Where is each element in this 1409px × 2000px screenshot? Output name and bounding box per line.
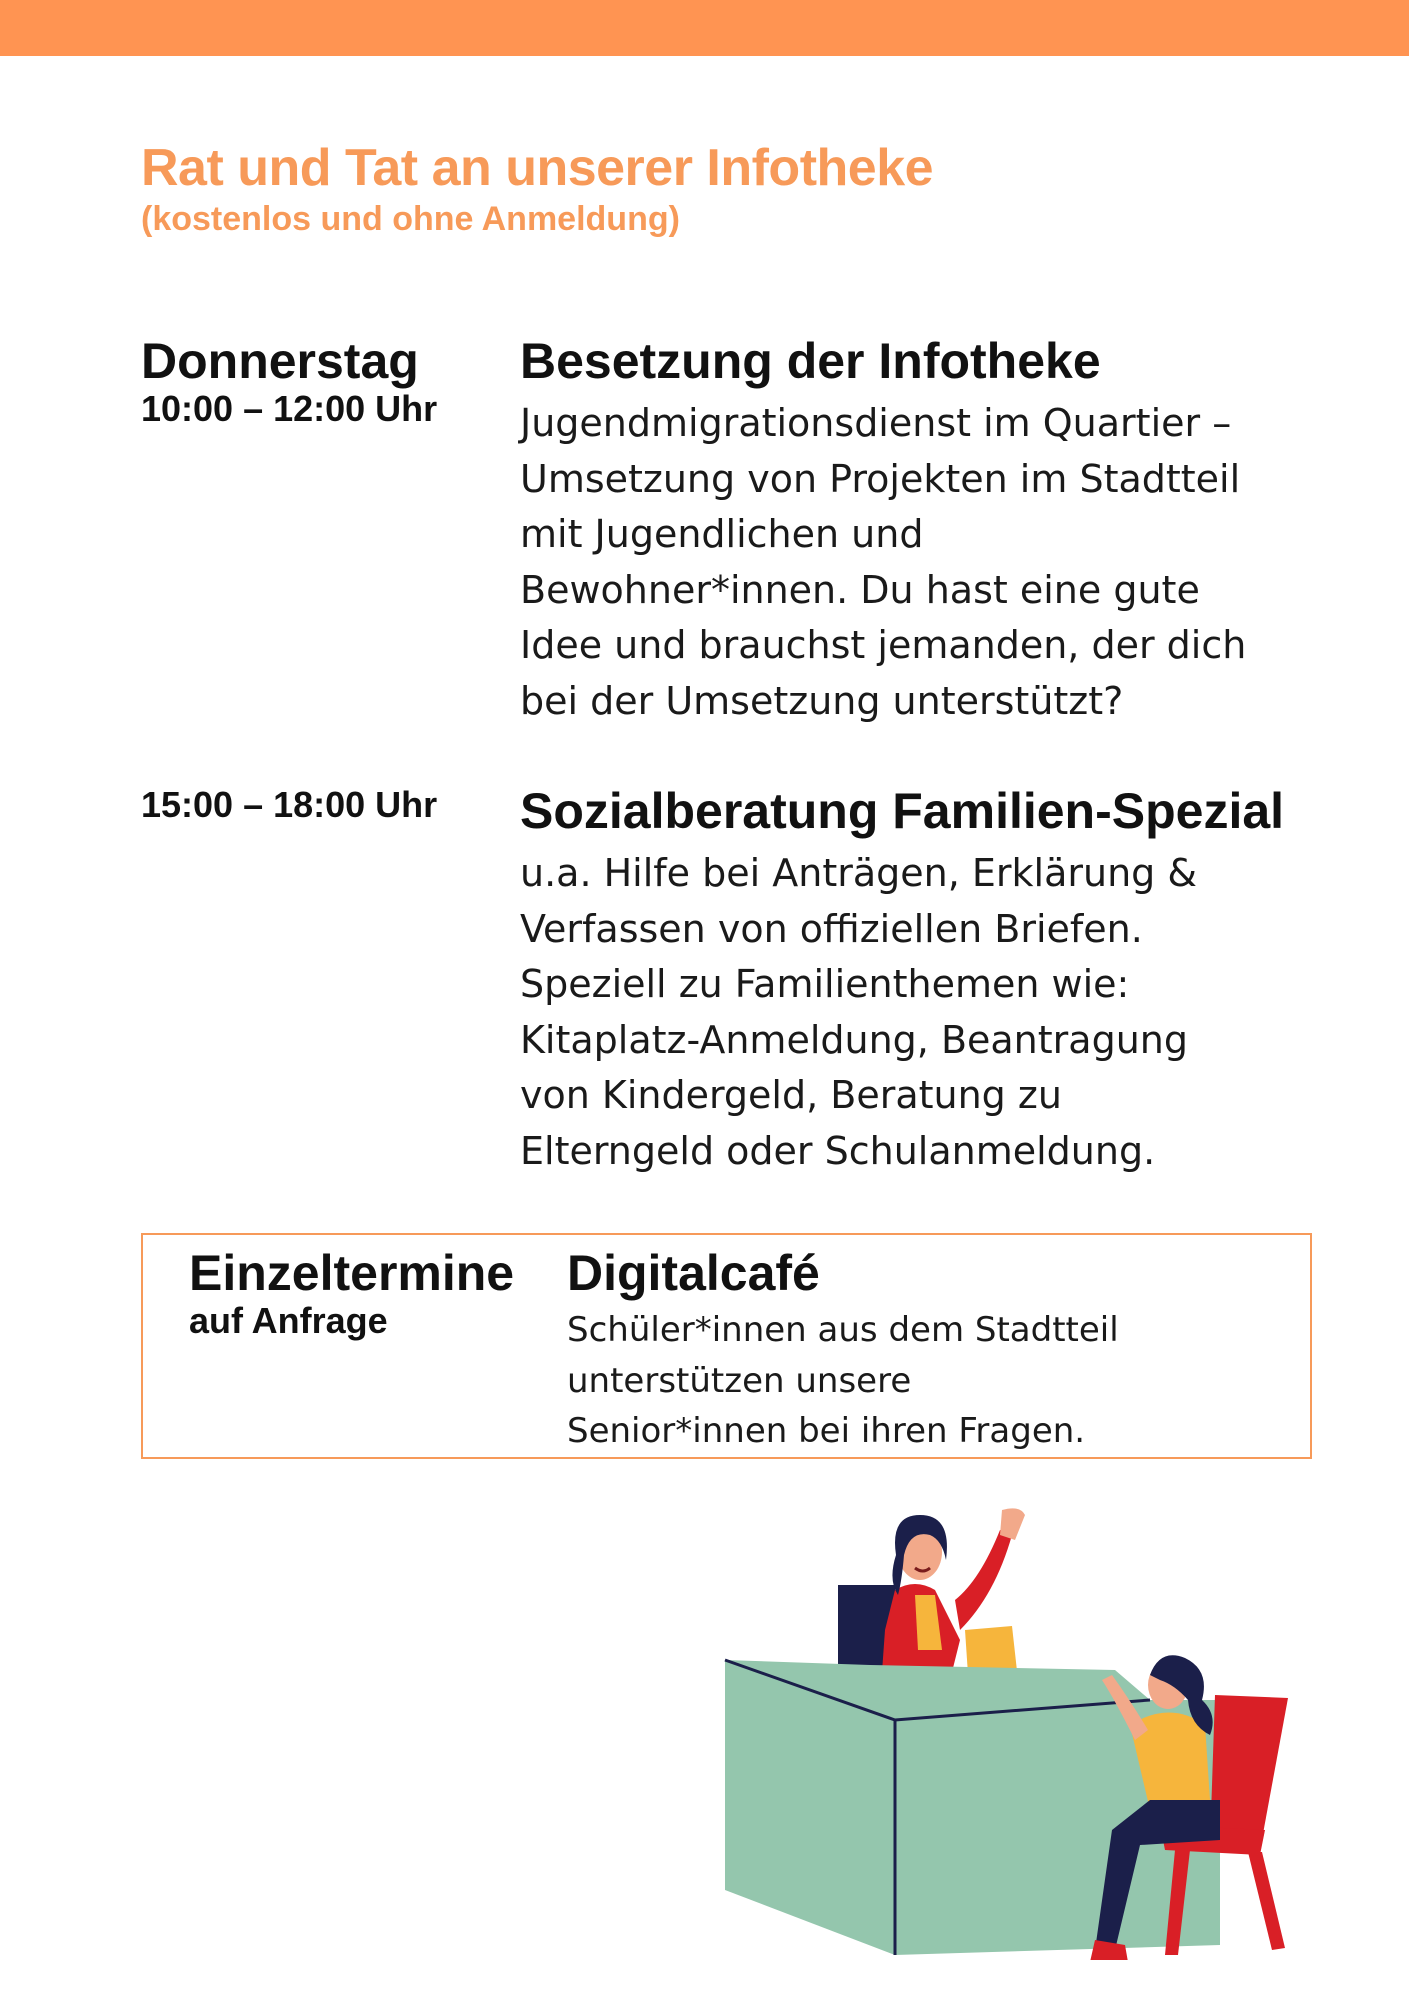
description-line: unterstützen unsere [567, 1360, 912, 1401]
session-1-description [520, 396, 1280, 729]
description-line: u.a. Hilfe bei Anträgen, Erklärung & [520, 851, 1198, 895]
top-accent-bar [0, 0, 1409, 56]
session-2-time: 15:00 – 18:00 Uhr [141, 784, 438, 825]
description-line: Schüler*innen aus dem Stadtteil [567, 1310, 1119, 1350]
page-title: Rat und Tat an unserer Infotheke [141, 139, 934, 197]
description-line: von Kindergeld, Beratung zu [520, 1073, 1062, 1117]
digitalcafe-description [567, 1305, 1267, 1457]
description-line: Kitaplatz-Anmeldung, Beantragung [520, 1017, 1188, 1062]
description-line: bei der Umsetzung unterstützt? [520, 678, 1124, 723]
description-line: Speziell zu Familienthemen wie: [520, 962, 1130, 1006]
page-subtitle: (kostenlos und ohne Anmeldung) [141, 200, 680, 238]
day-label: Donnerstag [141, 333, 419, 389]
session-1-heading: Besetzung der Infotheke [520, 333, 1101, 389]
description-line: Umsetzung von Projekten im Stadtteil [520, 456, 1241, 501]
description-line: Verfassen von offiziellen Briefen. [520, 906, 1143, 951]
description-line: Bewohner*innen. Du hast eine gute [520, 567, 1200, 612]
individual-appointments-subtitle: auf Anfrage [189, 1300, 388, 1341]
session-2-description [520, 846, 1280, 1179]
digitalcafe-heading: Digitalcafé [567, 1245, 820, 1301]
session-2-heading: Sozialberatung Familien-Spezial [520, 783, 1285, 839]
individual-appointments-title: Einzeltermine [189, 1245, 515, 1301]
description-line: Idee und brauchst jemanden, der dich [520, 623, 1247, 667]
consultation-illustration [720, 1500, 1320, 1960]
description-line: Senior*innen bei ihren Fragen. [567, 1411, 1086, 1451]
description-line: Elterngeld oder Schulanmeldung. [520, 1128, 1156, 1173]
description-line: Jugendmigrationsdienst im Quartier – [520, 401, 1232, 445]
session-1-time: 10:00 – 12:00 Uhr [141, 388, 438, 429]
description-line: mit Jugendlichen und [520, 512, 924, 556]
